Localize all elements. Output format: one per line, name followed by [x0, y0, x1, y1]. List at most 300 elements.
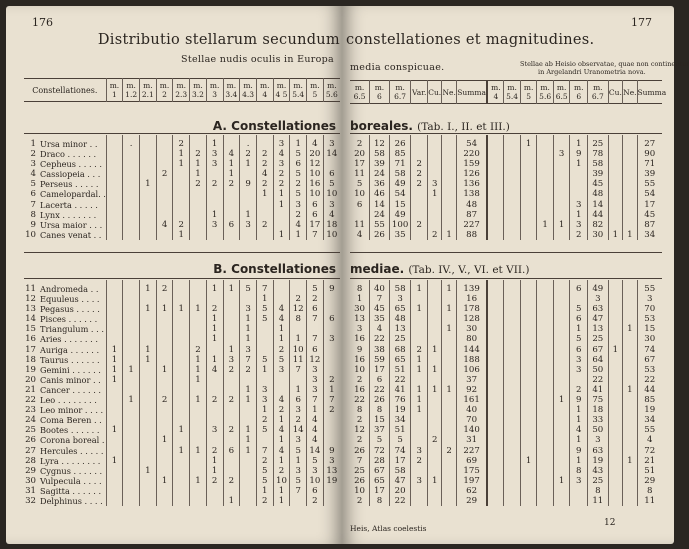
table-cell — [504, 280, 521, 294]
table-cell — [442, 415, 456, 425]
table-row — [24, 466, 340, 476]
table-cell: 11 — [290, 355, 307, 365]
table-cell — [123, 375, 140, 385]
table-cell — [173, 169, 190, 179]
table-cell — [553, 435, 570, 445]
table-cell: 14 — [587, 200, 608, 210]
table-row — [350, 334, 662, 344]
table-cell — [623, 294, 637, 304]
table-cell: 22 — [354, 395, 366, 406]
table-row — [24, 355, 340, 365]
table-cell: 1 — [240, 210, 257, 220]
table-cell — [623, 159, 637, 169]
table-cell — [520, 169, 537, 179]
table-cell — [223, 189, 240, 199]
table-cell: 4 — [370, 324, 390, 334]
table-cell — [106, 159, 123, 169]
table-cell: 11 — [587, 496, 608, 506]
row-number: 24 — [25, 415, 37, 426]
table-cell: 19 — [323, 476, 340, 486]
table-row — [350, 135, 662, 149]
table-cell — [156, 294, 173, 304]
table-cell: 5 — [290, 189, 307, 199]
table-cell: 7 — [307, 395, 324, 405]
table-cell — [106, 405, 123, 415]
table-cell — [190, 314, 207, 324]
table-row — [24, 304, 340, 314]
table-cell — [487, 294, 504, 304]
table-cell — [173, 334, 190, 344]
table-cell: 1 — [106, 375, 123, 385]
table-row — [350, 149, 662, 159]
table-cell: 2 — [570, 230, 588, 240]
table-cell: 18 — [587, 405, 608, 415]
table-cell — [442, 375, 456, 385]
table-cell — [123, 456, 140, 466]
table-cell: 58 — [370, 149, 390, 159]
table-cell: 1 — [156, 476, 173, 486]
table-cell — [223, 210, 240, 220]
table-cell — [307, 324, 324, 334]
table-cell — [504, 334, 521, 344]
table-cell — [537, 355, 554, 365]
table-cell: 1 — [290, 456, 307, 466]
table-cell: 50 — [587, 365, 608, 375]
row-number: 5 — [30, 179, 37, 190]
table-cell: 1 — [240, 435, 257, 445]
table-cell: 3 — [411, 476, 428, 486]
header-column: m. 6.7 — [389, 81, 411, 104]
row-number: 21 — [25, 384, 37, 395]
table-cell: 26 — [354, 445, 366, 456]
table-row — [24, 220, 340, 230]
table-cell: 87 — [637, 220, 662, 230]
table-cell — [537, 314, 554, 324]
table-cell — [608, 169, 622, 179]
table-cell — [106, 446, 123, 456]
table-cell: 87 — [456, 210, 487, 220]
table-cell: 31 — [456, 435, 487, 445]
table-cell: 1 — [106, 456, 123, 466]
table-cell — [608, 496, 622, 506]
table-cell: 19 — [389, 405, 411, 415]
table-cell: 6 — [323, 314, 340, 324]
table-cell: 4 — [637, 435, 662, 445]
table-cell: 29 — [637, 476, 662, 486]
table-cell — [123, 324, 140, 334]
table-cell — [323, 496, 340, 506]
table-cell: 2 — [240, 149, 257, 159]
table-cell — [537, 395, 554, 405]
table-cell — [623, 375, 637, 385]
table-cell: 3 — [323, 135, 340, 149]
table-cell — [206, 200, 223, 210]
table-cell: 10 — [354, 485, 366, 496]
table-cell: 1 — [623, 230, 637, 240]
table-cell — [520, 435, 537, 445]
table-cell — [240, 375, 257, 385]
constellation-name: Cancer . . . . . . — [40, 384, 102, 395]
table-cell — [623, 425, 637, 435]
constellation-name: Ursa maior . . . — [40, 219, 103, 230]
constellation-name: Draco . . . . . . — [40, 149, 97, 160]
table-cell: 4 — [256, 169, 273, 179]
row-number: 16 — [25, 334, 37, 345]
table-cell: 1 — [608, 345, 622, 355]
table-cell — [190, 200, 207, 210]
table-cell: 1 — [442, 280, 456, 294]
table-cell — [411, 435, 428, 445]
header-column: m. 5.4 — [504, 81, 521, 104]
section-a-heading-right — [350, 119, 510, 133]
table-cell — [323, 486, 340, 496]
table-cell: 2 — [411, 220, 428, 230]
table-cell: 5 — [389, 435, 411, 445]
table-cell — [442, 476, 456, 486]
table-cell — [411, 425, 428, 435]
table-cell: 4 — [273, 446, 290, 456]
table-cell — [290, 375, 307, 385]
table-cell — [206, 435, 223, 445]
table-cell — [427, 355, 441, 365]
table-cell: 2 — [323, 405, 340, 415]
header-magnitude: m. 4 5 — [273, 79, 290, 102]
table-cell — [608, 179, 622, 189]
left-section-a-table — [24, 135, 340, 240]
table-cell — [487, 365, 504, 375]
table-cell — [427, 149, 441, 159]
table-cell — [504, 395, 521, 405]
table-cell — [504, 425, 521, 435]
table-cell: 1 — [123, 365, 140, 375]
table-cell — [140, 365, 157, 375]
table-row — [24, 294, 340, 304]
table-cell — [273, 210, 290, 220]
table-cell — [553, 159, 570, 169]
table-cell: 25 — [587, 334, 608, 344]
table-cell — [190, 405, 207, 415]
table-cell: 227 — [456, 220, 487, 230]
table-cell — [123, 159, 140, 169]
table-cell — [608, 324, 622, 334]
table-row — [24, 345, 340, 355]
table-row — [350, 230, 662, 240]
table-cell: 1 — [190, 395, 207, 405]
table-cell: 1 — [123, 395, 140, 405]
page-subtitle-left: Stellae nudis oculis in Europa — [181, 54, 334, 65]
constellation-name: Pegasus . . . . . — [40, 304, 100, 315]
header-constellationes: Constellationes. — [32, 85, 98, 95]
table-cell: 5 — [256, 355, 273, 365]
table-cell: 59 — [370, 355, 390, 365]
table-cell — [537, 446, 554, 456]
table-cell: 9 — [356, 344, 363, 355]
header-magnitude: m. 5.4 — [290, 79, 307, 102]
table-cell — [442, 200, 456, 210]
table-row — [350, 280, 662, 294]
table-cell: 5 — [240, 280, 257, 294]
table-cell — [487, 345, 504, 355]
table-cell — [323, 425, 340, 435]
table-row — [24, 375, 340, 385]
constellation-name: Cepheus . . . . . — [40, 159, 102, 170]
section-a-rule-left — [24, 133, 340, 134]
table-cell — [553, 456, 570, 466]
table-cell: 1 — [206, 210, 223, 220]
table-cell — [608, 355, 622, 365]
table-cell — [442, 314, 456, 324]
table-cell: 45 — [637, 210, 662, 220]
table-row — [24, 435, 340, 445]
table-row — [350, 324, 662, 334]
table-cell: 227 — [456, 446, 487, 456]
table-cell — [190, 435, 207, 445]
table-cell: 65 — [389, 355, 411, 365]
table-cell — [553, 304, 570, 314]
table-cell: 53 — [637, 314, 662, 324]
table-row — [350, 304, 662, 314]
table-cell: 69 — [456, 456, 487, 466]
table-cell — [608, 476, 622, 486]
table-cell: 4 — [356, 229, 363, 240]
table-cell: 14 — [290, 425, 307, 435]
table-cell: 70 — [456, 415, 487, 425]
table-cell: 3 — [223, 355, 240, 365]
constellation-name: Coma Beren . . — [40, 415, 102, 426]
table-cell: 80 — [456, 334, 487, 344]
table-cell — [223, 466, 240, 476]
table-cell: 67 — [637, 355, 662, 365]
table-cell: 3 — [323, 334, 340, 344]
table-cell: 1 — [442, 385, 456, 395]
table-cell: 1 — [206, 280, 223, 294]
table-cell: 138 — [456, 189, 487, 199]
table-cell — [240, 456, 257, 466]
table-cell — [487, 200, 504, 210]
table-cell — [323, 415, 340, 425]
table-cell — [553, 179, 570, 189]
table-cell — [537, 486, 554, 496]
table-cell: 26 — [354, 475, 366, 486]
table-cell: 25 — [389, 334, 411, 344]
table-cell: 1 — [140, 466, 157, 476]
table-cell: 1 — [537, 220, 554, 230]
table-cell — [156, 355, 173, 365]
table-cell: 21 — [637, 456, 662, 466]
table-cell: 30 — [587, 230, 608, 240]
header-column: m. 4 — [487, 81, 504, 104]
table-cell: 39 — [637, 169, 662, 179]
table-cell — [173, 496, 190, 506]
row-number: 6 — [30, 189, 37, 200]
table-cell — [411, 135, 428, 149]
header-column: m. 6 — [370, 81, 390, 104]
table-cell: 139 — [456, 280, 487, 294]
page-number-left: 176 — [32, 16, 53, 29]
table-cell — [256, 324, 273, 334]
table-cell: 22 — [637, 375, 662, 385]
table-cell — [623, 345, 637, 355]
table-cell — [173, 476, 190, 486]
row-number: 17 — [25, 344, 37, 355]
table-cell: 3 — [290, 435, 307, 445]
table-cell — [256, 345, 273, 355]
table-cell — [206, 230, 223, 240]
table-cell — [190, 425, 207, 435]
table-row — [24, 324, 340, 334]
table-cell: 1 — [223, 345, 240, 355]
header-column: m. 6.5 — [353, 83, 366, 101]
table-cell — [608, 446, 622, 456]
table-cell: 51 — [389, 425, 411, 435]
constellation-name: Bootes . . . . . . — [40, 425, 100, 436]
table-cell: 7 — [290, 365, 307, 375]
table-cell: 1 — [273, 230, 290, 240]
table-cell: 12 — [354, 425, 366, 436]
table-cell — [106, 135, 123, 149]
constellation-name: Lacerta . . . . . — [40, 199, 98, 210]
section-b-label-right: mediae. — [350, 262, 405, 276]
table-cell — [411, 210, 428, 220]
header-note-line2: in Argelandri Uranometria nova. — [538, 68, 646, 76]
table-cell: 136 — [456, 179, 487, 189]
table-cell: 1 — [106, 345, 123, 355]
table-cell: 10 — [290, 345, 307, 355]
table-cell — [240, 476, 257, 486]
table-cell — [442, 496, 456, 506]
table-cell — [206, 385, 223, 395]
table-cell — [190, 135, 207, 149]
table-cell — [504, 294, 521, 304]
table-cell: 1 — [240, 446, 257, 456]
table-cell — [504, 179, 521, 189]
table-cell: 1 — [140, 355, 157, 365]
table-cell: 1 — [427, 365, 441, 375]
table-cell — [123, 179, 140, 189]
table-cell: 1 — [223, 496, 240, 506]
table-cell — [553, 200, 570, 210]
table-cell: 4 — [273, 314, 290, 324]
table-cell: 8 — [587, 486, 608, 496]
table-cell — [106, 149, 123, 159]
table-cell: 6 — [307, 304, 324, 314]
table-cell — [553, 385, 570, 395]
table-cell: 12 — [290, 304, 307, 314]
table-cell — [190, 294, 207, 304]
header-column: Ne. — [623, 81, 637, 104]
table-cell: 8 — [356, 284, 363, 294]
table-cell: 45 — [587, 179, 608, 189]
table-cell — [140, 476, 157, 486]
table-cell — [190, 324, 207, 334]
table-cell: 1 — [570, 324, 588, 334]
table-cell — [156, 466, 173, 476]
table-cell — [123, 355, 140, 365]
constellation-name: Andromeda . . — [40, 284, 99, 294]
table-cell — [608, 334, 622, 344]
table-cell: 4 — [570, 425, 588, 435]
table-cell — [427, 334, 441, 344]
table-cell: 1 — [206, 355, 223, 365]
table-cell — [487, 466, 504, 476]
header-column: Summa — [637, 81, 662, 104]
table-cell: 1 — [427, 345, 441, 355]
table-cell — [504, 159, 521, 169]
table-cell — [173, 405, 190, 415]
table-cell: 30 — [637, 334, 662, 344]
table-cell — [156, 135, 173, 149]
table-cell — [140, 294, 157, 304]
table-cell: 20 — [307, 149, 324, 159]
header-magnitude: m. 3.4 — [223, 79, 240, 102]
table-cell — [427, 159, 441, 169]
table-cell: 1 — [173, 159, 190, 169]
constellation-name: Corona boreal . — [40, 435, 105, 446]
table-cell: 2 — [190, 345, 207, 355]
constellation-name: Canis minor . . — [40, 374, 101, 385]
table-cell: 10 — [323, 230, 340, 240]
table-cell — [504, 446, 521, 456]
table-cell — [140, 220, 157, 230]
table-cell — [570, 486, 588, 496]
table-cell: 1 — [240, 334, 257, 344]
table-cell — [106, 496, 123, 506]
header-column: Var. — [411, 81, 428, 104]
row-number: 29 — [25, 465, 37, 476]
table-cell — [553, 405, 570, 415]
table-cell: 2 — [206, 476, 223, 486]
table-cell: 2 — [356, 495, 363, 506]
table-cell — [106, 476, 123, 486]
table-cell: 17 — [637, 200, 662, 210]
table-cell — [504, 135, 521, 149]
table-cell: 220 — [456, 149, 487, 159]
table-cell: 1 — [290, 334, 307, 344]
table-cell: 58 — [389, 280, 411, 294]
header-magnitude: m. 1.2 — [123, 79, 140, 102]
table-cell — [487, 230, 504, 240]
table-cell: 3 — [307, 385, 324, 395]
table-cell — [411, 496, 428, 506]
table-cell: 2 — [156, 169, 173, 179]
table-cell: 65 — [389, 304, 411, 314]
table-cell — [537, 304, 554, 314]
table-cell: 2 — [290, 179, 307, 189]
table-cell — [156, 425, 173, 435]
table-cell: 13 — [323, 466, 340, 476]
table-cell — [623, 189, 637, 199]
section-b-heading-right — [350, 262, 529, 276]
header-column: m. 5 — [520, 81, 537, 104]
table-cell: 3 — [256, 385, 273, 395]
table-cell — [140, 324, 157, 334]
table-cell: 1 — [190, 355, 207, 365]
table-cell — [140, 135, 157, 149]
table-cell — [537, 280, 554, 294]
table-cell — [537, 405, 554, 415]
table-cell — [173, 486, 190, 496]
table-cell — [623, 314, 637, 324]
table-cell: 2 — [206, 395, 223, 405]
constellation-name: Ursa minor . . — [40, 139, 98, 149]
table-cell — [350, 210, 370, 220]
table-cell — [173, 375, 190, 385]
table-cell — [140, 169, 157, 179]
table-cell: 16 — [456, 294, 487, 304]
table-cell: 9 — [240, 179, 257, 189]
table-cell — [504, 220, 521, 230]
table-cell — [411, 486, 428, 496]
